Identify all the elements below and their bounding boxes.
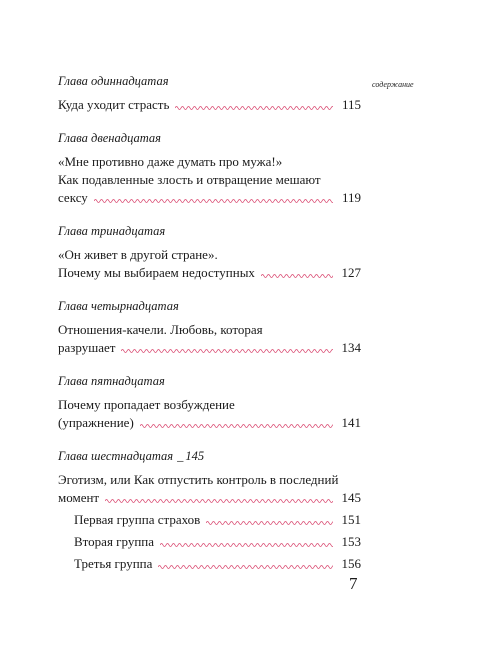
entry-text: Отношения-качели. Любовь, которая	[58, 322, 263, 337]
chapter-title: Глава двенадцатая	[58, 131, 161, 145]
chapter-15	[58, 373, 361, 432]
entry-text: момент	[58, 490, 100, 505]
entry-text: Эготизм, или Как отпустить контроль в последний	[58, 472, 339, 487]
chapter-title: Глава тринадцатая	[58, 224, 166, 238]
toc-subentry[interactable]	[74, 511, 361, 529]
wavy-leader	[261, 272, 333, 280]
toc-entry[interactable]	[58, 321, 361, 357]
entry-text: разрушает	[58, 340, 116, 355]
chapter-title: Глава четырнадцатая	[58, 299, 179, 313]
toc-entry[interactable]	[58, 246, 361, 282]
page-number: 141	[341, 415, 361, 430]
entry-text: «Мне противно даже думать про мужа!»	[58, 154, 283, 169]
chapter-title	[58, 448, 361, 465]
wavy-leader	[140, 422, 333, 430]
wavy-leader	[105, 497, 333, 505]
page-number: 156	[341, 556, 361, 571]
chapter-12	[58, 130, 361, 207]
subentry-text: Вторая группа	[74, 534, 155, 549]
wavy-leader	[206, 519, 333, 527]
entry-text: Почему пропадает возбуждение	[58, 397, 235, 412]
toc-subentry[interactable]	[74, 555, 361, 573]
page-number: 115	[341, 97, 361, 112]
entry-text: сексу	[58, 190, 88, 205]
page-number: 119	[341, 190, 361, 205]
toc-entry[interactable]	[58, 396, 361, 432]
wavy-leader	[160, 541, 333, 549]
entry-text: Почему мы выбираем недоступных	[58, 265, 255, 280]
subentries	[58, 511, 361, 573]
subentry-text: Первая группа страхов	[74, 512, 201, 527]
title-dash: _	[177, 449, 184, 463]
chapter-13	[58, 223, 361, 282]
running-head: содержание	[372, 80, 414, 89]
chapter-11	[58, 73, 361, 114]
chapter-14	[58, 298, 361, 357]
wavy-leader	[175, 104, 333, 112]
toc-entry[interactable]	[58, 153, 361, 207]
chapter-page-number: 145	[185, 449, 205, 463]
subentry-text: Третья группа	[74, 556, 153, 571]
toc-subentry[interactable]	[74, 533, 361, 551]
entry-text: (упражнение)	[58, 415, 134, 430]
entry-text: «Он живет в другой стране».	[58, 247, 218, 262]
entry-text: Куда уходит страсть	[58, 97, 170, 112]
page-number: 127	[341, 265, 361, 280]
page-number: 145	[341, 490, 361, 505]
page-folio: 7	[349, 574, 358, 593]
toc-entry[interactable]	[58, 471, 361, 507]
page-number: 151	[341, 512, 361, 527]
chapter-16	[58, 448, 361, 573]
wavy-leader	[158, 563, 333, 571]
page-number: 153	[341, 534, 361, 549]
chapter-title: Глава пятнадцатая	[58, 374, 165, 388]
toc-entry[interactable]	[58, 96, 361, 114]
chapter-title: Глава одиннадцатая	[58, 74, 169, 88]
table-of-contents	[58, 73, 361, 589]
chapter-title-text: Глава шестнадцатая	[58, 449, 174, 463]
entry-text: Как подавленные злость и отвращение мешают	[58, 172, 321, 187]
wavy-leader	[94, 197, 333, 205]
page-number: 134	[341, 340, 361, 355]
wavy-leader	[121, 347, 333, 355]
